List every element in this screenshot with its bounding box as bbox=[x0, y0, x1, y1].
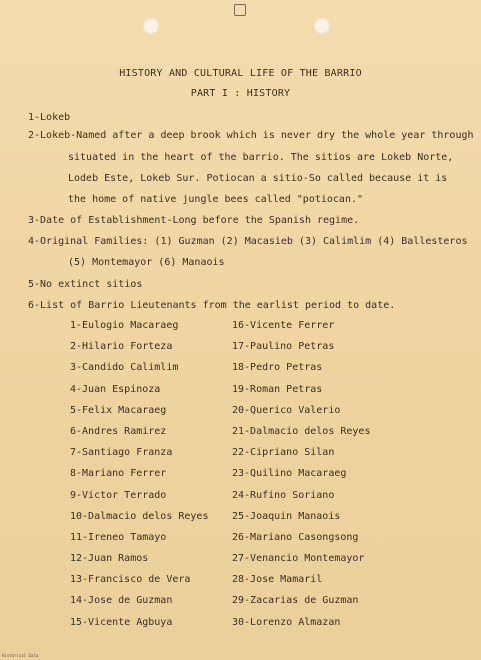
item-4-line-2: (5) Montemayor (6) Manaois bbox=[68, 257, 225, 268]
list-item: 23-Quilino Macaraeg bbox=[232, 468, 347, 480]
list-item: 9-Victor Terrado bbox=[70, 489, 167, 501]
list-item: 27-Venancio Montemayor bbox=[232, 553, 365, 565]
list-item: 3-Candido Calimlim bbox=[70, 362, 179, 374]
list-item: 11-Ireneo Tamayo bbox=[70, 531, 167, 543]
corner-mark-icon bbox=[234, 4, 246, 16]
list-item: 10-Dalmacio delos Reyes bbox=[70, 510, 209, 522]
list-item: 2-Hilario Forteza bbox=[70, 341, 173, 353]
item-3: 3-Date of Establishment-Long before the Spanish regime. bbox=[28, 215, 360, 226]
list-item: 29-Zacarias de Guzman bbox=[232, 595, 359, 607]
list-item: 16-Vicente Ferrer bbox=[232, 320, 335, 331]
list-item: 12-Juan Ramos bbox=[70, 553, 149, 565]
list-item: 6-Andres Ramirez bbox=[70, 425, 167, 437]
list-item: 28-Jose Mamaril bbox=[232, 574, 323, 586]
page-footer: Historical Data bbox=[2, 653, 39, 658]
list-item: 24-Rufino Soriano bbox=[232, 489, 335, 501]
list-item: 7-Santiago Franza bbox=[70, 447, 173, 459]
list-item: 1-Eulogio Macaraeg bbox=[70, 320, 179, 331]
list-item: 17-Paulino Petras bbox=[232, 341, 335, 353]
item-2-line-3: Lodeb Este, Lokeb Sur. Potiocan a sitio-So called because it is bbox=[68, 173, 448, 184]
item-4-line-1: 4-Original Families: (1) Guzman (2) Macasieb (3) Calimlim (4) Ballesteros bbox=[28, 236, 468, 247]
lieutenants-list-right bbox=[232, 320, 392, 638]
list-item: 30-Lorenzo Almazan bbox=[232, 616, 341, 628]
item-6: 6-List of Barrio Lieutenants from the earlist period to date. bbox=[28, 300, 396, 311]
document-title: HISTORY AND CULTURAL LIFE OF THE BARRIO bbox=[119, 68, 362, 79]
list-item: 26-Mariano Casongsong bbox=[232, 531, 359, 543]
punch-hole-right bbox=[314, 18, 330, 34]
list-item: 13-Francisco de Vera bbox=[70, 574, 191, 586]
list-item: 18-Pedro Petras bbox=[232, 362, 323, 374]
item-2-line-4: the home of native jungle bees called "potiocan." bbox=[68, 194, 364, 205]
lieutenants-list-left bbox=[70, 320, 230, 638]
list-item: 21-Dalmacio delos Reyes bbox=[232, 425, 371, 437]
list-item: 15-Vicente Agbuya bbox=[70, 616, 173, 628]
list-item: 4-Juan Espinoza bbox=[70, 383, 161, 395]
list-item: 19-Roman Petras bbox=[232, 383, 323, 395]
list-item: 8-Mariano Ferrer bbox=[70, 468, 167, 480]
punch-hole-left bbox=[143, 18, 159, 34]
list-item: 20-Querico Valerio bbox=[232, 404, 341, 416]
list-item: 14-Jose de Guzman bbox=[70, 595, 173, 607]
list-item: 5-Felix Macaraeg bbox=[70, 404, 167, 416]
item-1: 1-Lokeb bbox=[28, 112, 71, 123]
item-2-line-2: situated in the heart of the barrio. The sitios are Lokeb Norte, bbox=[68, 152, 454, 163]
section-heading: PART I : HISTORY bbox=[190, 88, 291, 99]
list-item: 22-Cipriano Silan bbox=[232, 447, 335, 459]
item-2-line-1: 2-Lokeb-Named after a deep brook which is never dry the whole year through bbox=[28, 130, 474, 141]
item-5: 5-No extinct sitios bbox=[28, 279, 143, 290]
list-item: 25-Joaquin Manaois bbox=[232, 510, 341, 522]
